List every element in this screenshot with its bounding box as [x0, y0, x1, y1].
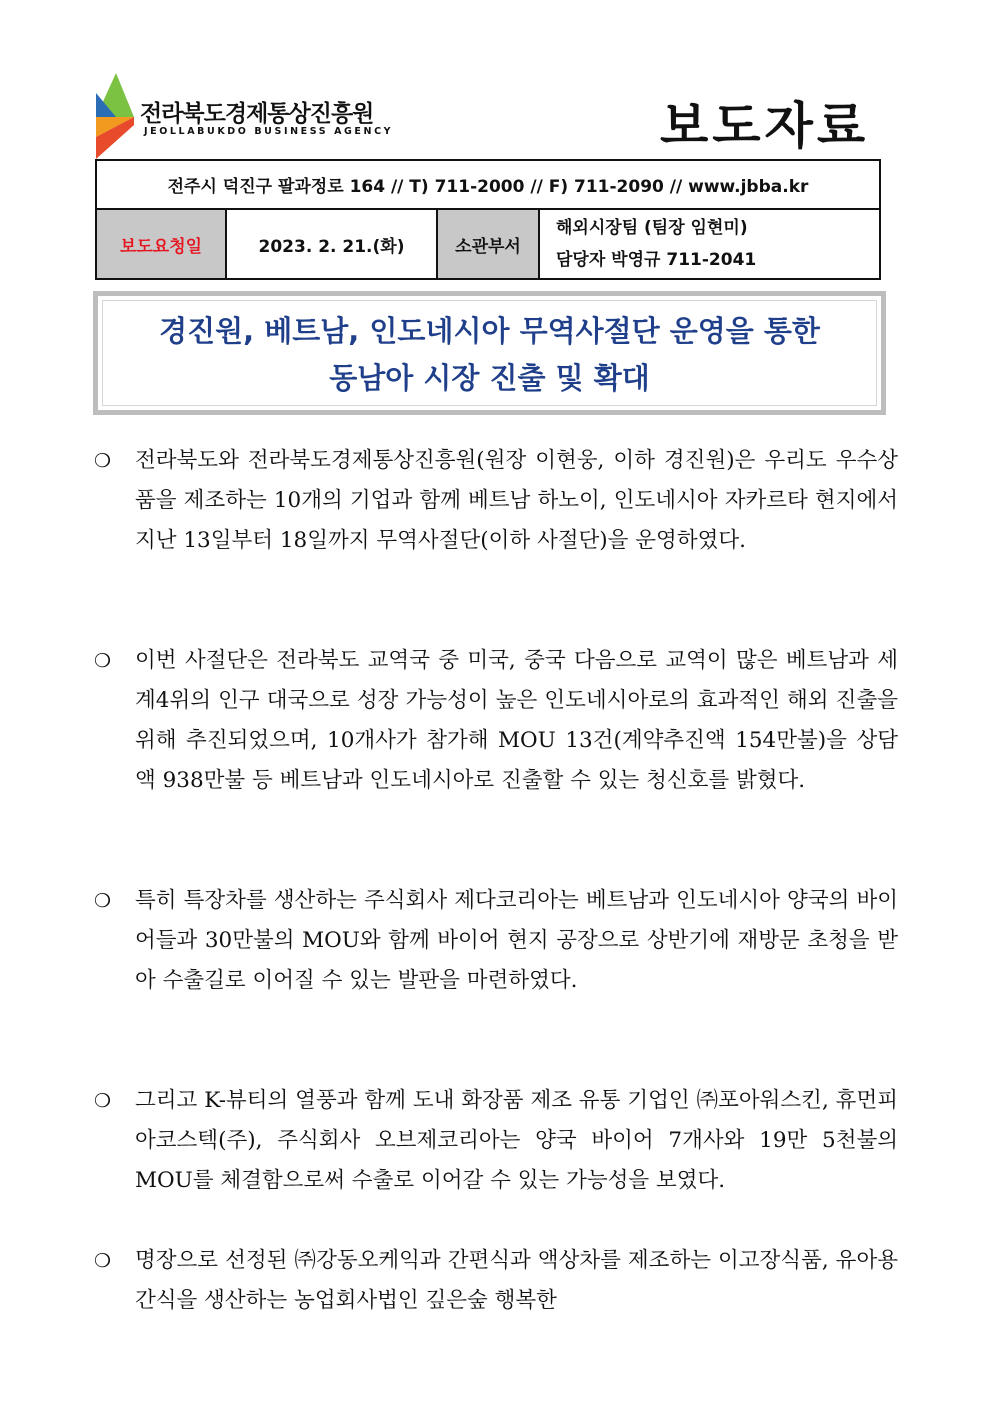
- department-contact: 담당자 박영규 711-2041: [556, 250, 757, 270]
- body-paragraph: [94, 881, 898, 1001]
- bullet-circle-icon: ❍: [94, 1250, 112, 1272]
- body-paragraph: [94, 1081, 898, 1201]
- bullet-circle-icon: ❍: [94, 890, 112, 912]
- headline: [98, 308, 881, 402]
- org-name-korean: 전라북도경제통상진흥원: [140, 101, 374, 127]
- paragraph-text: 그리고 K-뷰티의 열풍과 함께 도내 화장품 제조 유통 기업인 ㈜포아워스킨, 휴먼피아코스텍(주), 주식회사 오브제코리아는 양국 바이어 7개사와 19만 5천불의 MOU를 체결함으로써 수출로 이어갈 수 있는 가능성을 보였다.: [135, 1088, 898, 1193]
- logo-mark-icon: [94, 73, 140, 159]
- department-team: 해외시장팀 (팀장 임현미): [556, 218, 748, 238]
- headline-line-2: 동남아 시장 진출 및 확대: [329, 361, 650, 395]
- request-date-label: 보도요청일: [96, 209, 226, 279]
- paragraph-text: 명장으로 선정된 ㈜강동오케익과 간편식과 액상차를 제조하는 이고장식품, 유아용 간식을 생산하는 농업회사법인 깊은숲 행복한: [135, 1248, 898, 1313]
- paragraph-text: 특히 특장차를 생산하는 주식회사 제다코리아는 베트남과 인도네시아 양국의 바이어들과 30만불의 MOU와 함께 바이어 현지 공장으로 상반기에 재방문 초청을 받아 수출길로 이어질 수 있는 발판을 마련하였다.: [135, 888, 898, 993]
- body-paragraph: [94, 641, 898, 801]
- bullet-circle-icon: ❍: [94, 1090, 112, 1112]
- body-paragraph: [94, 441, 898, 561]
- department-info: [539, 209, 880, 279]
- press-info-table: [95, 159, 881, 280]
- paragraph-text: 전라북도와 전라북도경제통상진흥원(원장 이현웅, 이하 경진원)은 우리도 우수상품을 제조하는 10개의 기업과 함께 베트남 하노이, 인도네시아 자카르타 현지에서 지난 13일부터 18일까지 무역사절단(이하 사절단)을 운영하였다.: [135, 448, 898, 553]
- request-date: 2023. 2. 21.(화): [226, 209, 437, 279]
- headline-line-1: 경진원, 베트남, 인도네시아 무역사절단 운영을 통한: [159, 314, 820, 348]
- body-paragraph: [94, 1241, 898, 1321]
- headline-box: [93, 291, 886, 415]
- org-name-english: JEOLLABUKDO BUSINESS AGENCY: [144, 126, 394, 137]
- bullet-circle-icon: ❍: [94, 450, 112, 472]
- document-type-title: 보도자료: [660, 97, 870, 155]
- bullet-circle-icon: ❍: [94, 650, 112, 672]
- contact-info: 전주시 덕진구 팔과정로 164 // T) 711-2000 // F) 711-2090 // www.jbba.kr: [96, 160, 880, 209]
- department-label: 소관부서: [437, 209, 539, 279]
- org-logo: [94, 73, 394, 159]
- paragraph-text: 이번 사절단은 전라북도 교역국 중 미국, 중국 다음으로 교역이 많은 베트남과 세계4위의 인구 대국으로 성장 가능성이 높은 인도네시아로의 효과적인 해외 진출을 위해 추진되었으며, 10개사가 참가해 MOU 13건(계약추진액 154만불)을 상담액 938만불 등 베트남과 인도네시아로 진출할 수 있는 청신호를 밝혔다.: [135, 648, 898, 793]
